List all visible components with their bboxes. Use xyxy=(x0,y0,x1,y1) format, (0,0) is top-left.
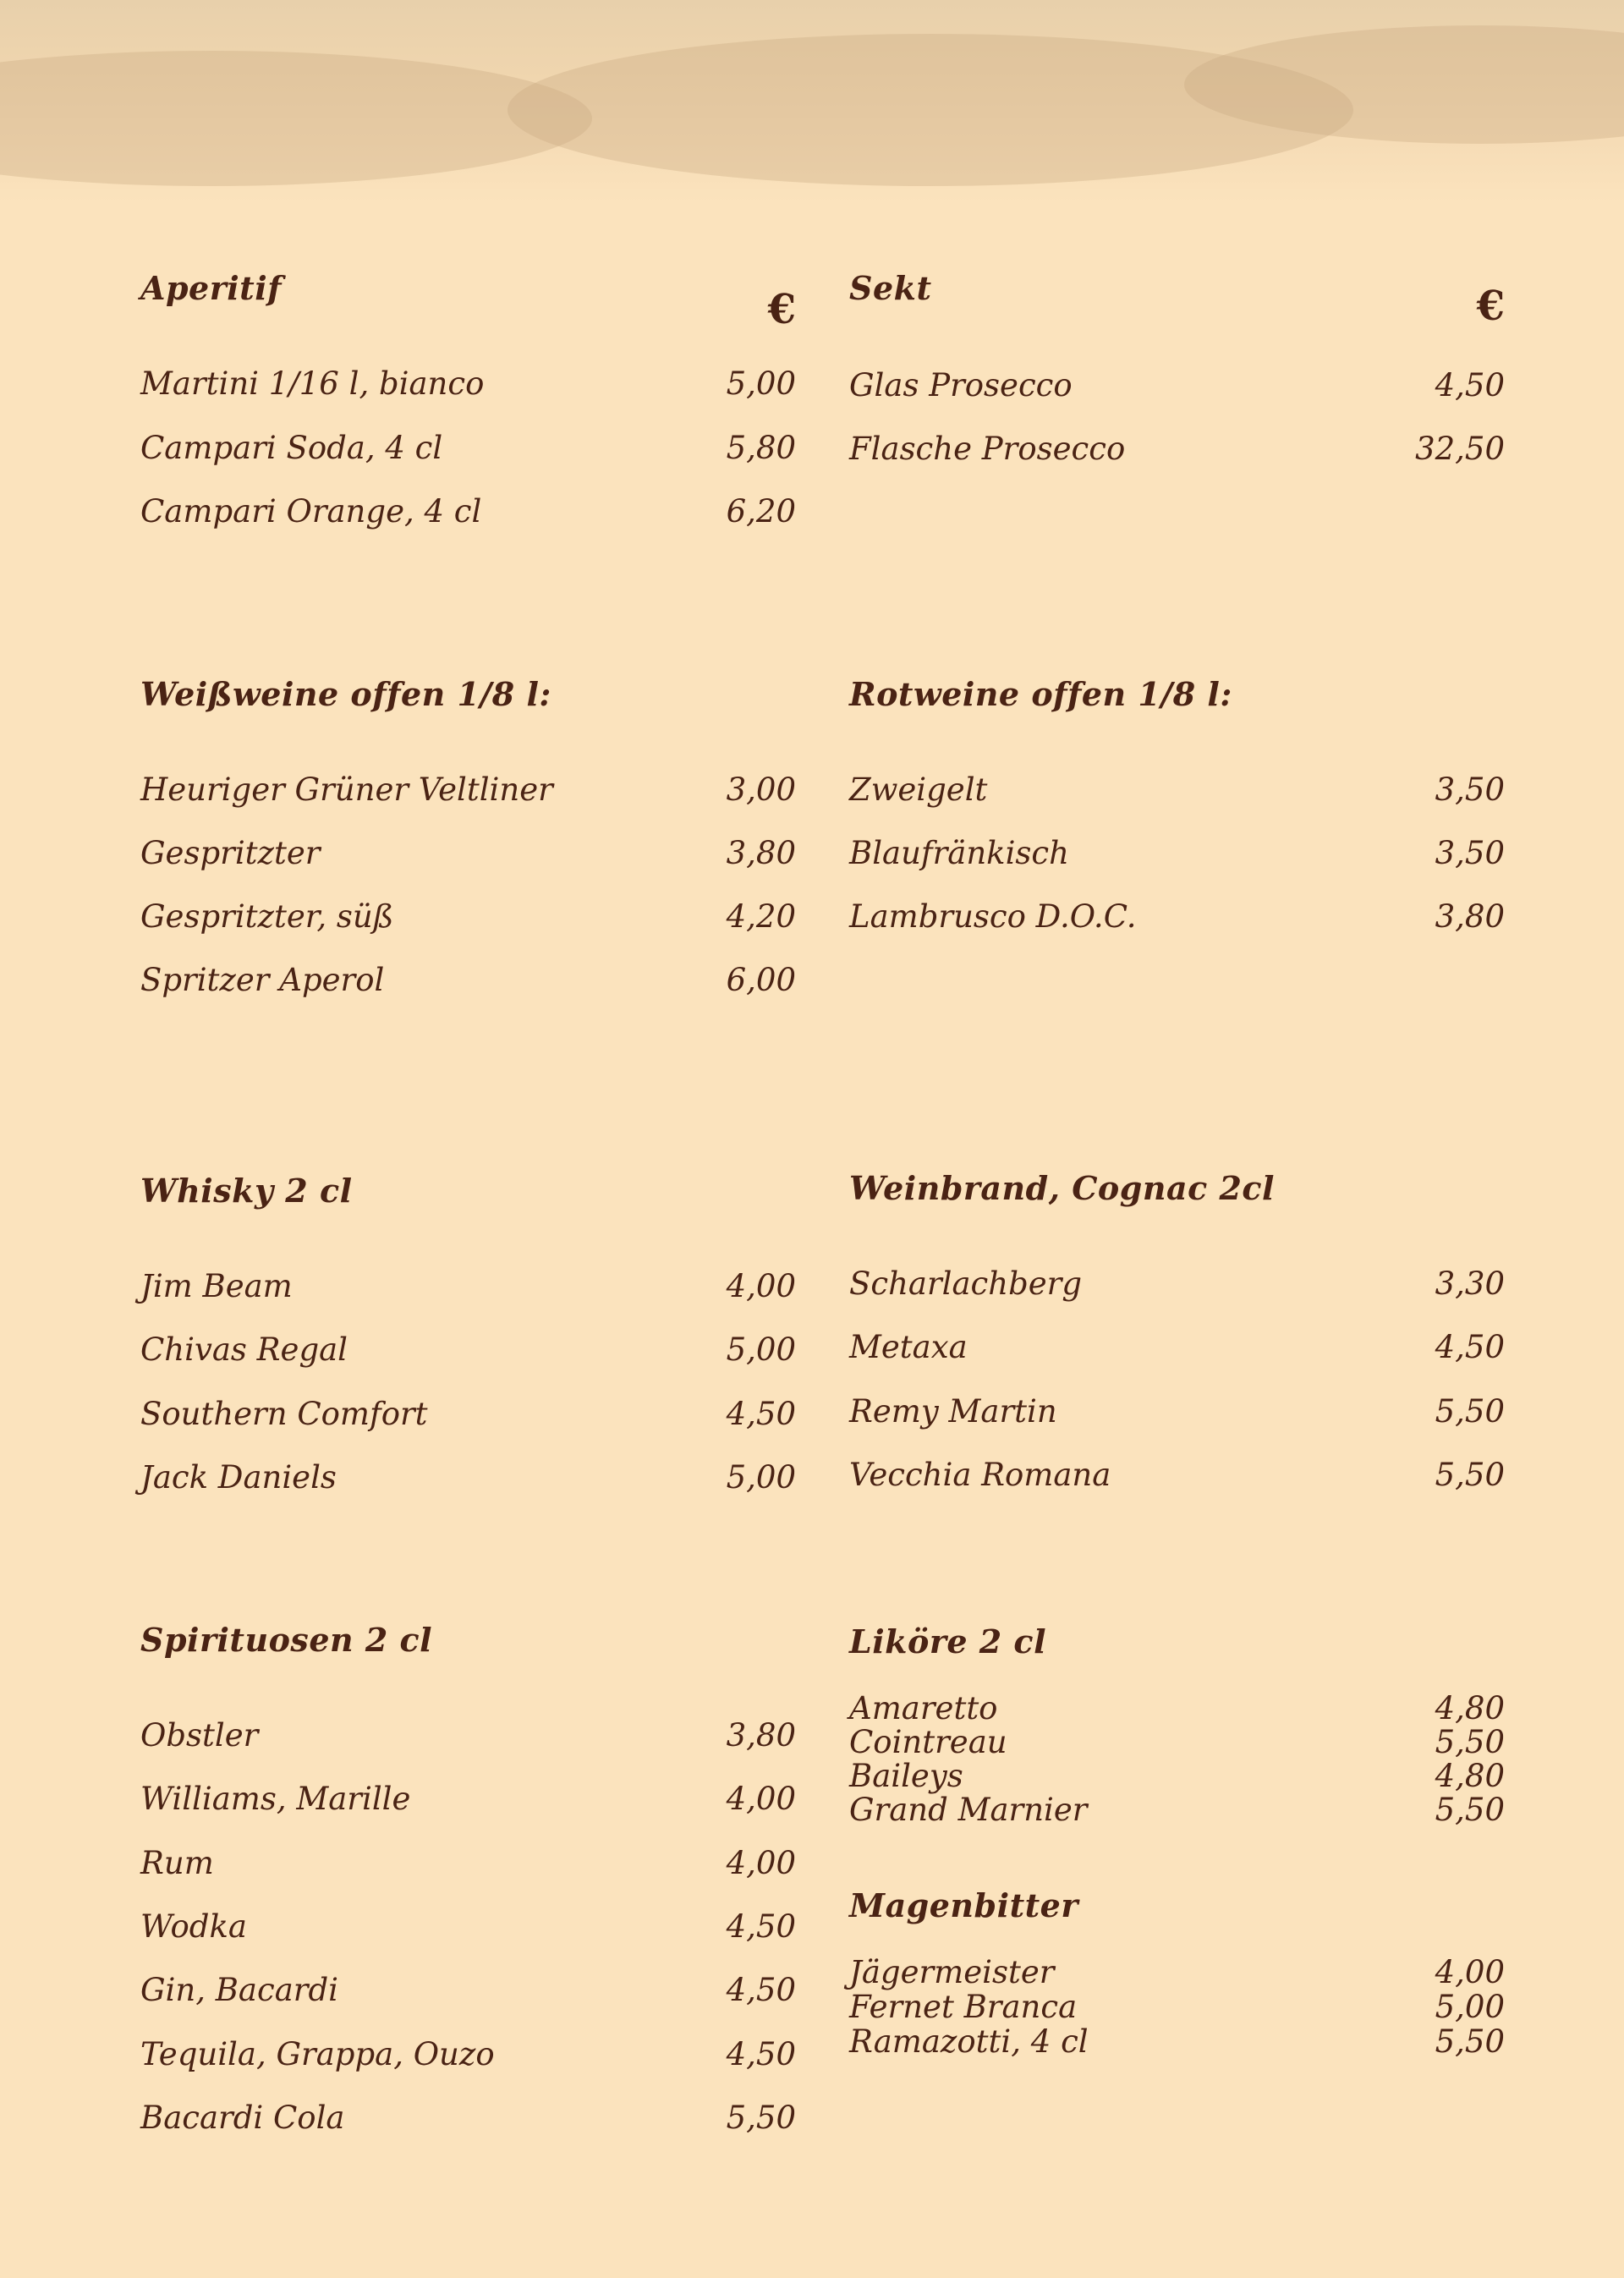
section-title: Magenbitter xyxy=(849,1886,1078,1924)
section-title: Spirituosen 2 cl xyxy=(140,1621,433,1659)
item-price: 3,50 xyxy=(1435,771,1505,808)
menu-item xyxy=(849,1457,1505,1499)
item-price: 5,50 xyxy=(1435,1724,1505,1760)
section-title: Sekt xyxy=(849,269,932,307)
item-name: Glas Prosecco xyxy=(849,367,1073,403)
item-name: Lambrusco D.O.C. xyxy=(849,898,1137,935)
item-price: 3,30 xyxy=(1435,1265,1505,1302)
item-price: 5,00 xyxy=(726,1459,796,1496)
menu-item xyxy=(140,1845,796,1887)
menu-item xyxy=(140,898,796,941)
item-price: 5,50 xyxy=(1435,2023,1505,2060)
item-name: Grand Marnier xyxy=(849,1792,1088,1828)
item-name: Bacardi Cola xyxy=(140,2100,345,2136)
item-name: Metaxa xyxy=(849,1329,968,1365)
section-title: Weißweine offen 1/8 l: xyxy=(140,675,551,713)
menu-item xyxy=(140,1781,796,1823)
menu-item xyxy=(849,1792,1505,1834)
section-title: Liköre 2 cl xyxy=(849,1622,1046,1660)
item-price: 32,50 xyxy=(1415,431,1505,467)
item-name: Fernet Branca xyxy=(849,1989,1078,2025)
item-price: 3,80 xyxy=(726,1717,796,1754)
menu-item xyxy=(849,835,1505,877)
section-title: Rotweine offen 1/8 l: xyxy=(849,675,1232,713)
menu-item xyxy=(849,771,1505,814)
menu-item xyxy=(140,1331,796,1374)
item-name: Ramazotti, 4 cl xyxy=(849,2023,1089,2060)
item-name: Wodka xyxy=(140,1908,247,1945)
menu-item xyxy=(140,430,796,472)
item-name: Campari Orange, 4 cl xyxy=(140,493,482,530)
menu-item xyxy=(140,1972,796,2014)
item-price: 4,00 xyxy=(726,1845,796,1881)
item-price: 6,20 xyxy=(726,493,796,530)
euro-symbol: € xyxy=(1476,283,1505,330)
item-name: Obstler xyxy=(140,1717,259,1754)
item-name: Zweigelt xyxy=(849,771,988,808)
item-price: 4,50 xyxy=(726,2036,796,2072)
menu-item xyxy=(140,1459,796,1501)
section-title: Aperitif xyxy=(140,269,283,307)
item-price: 4,50 xyxy=(726,1396,796,1432)
item-price: 5,50 xyxy=(1435,1792,1505,1828)
menu-item xyxy=(140,1908,796,1951)
item-name: Heuriger Grüner Veltliner xyxy=(140,771,553,808)
item-name: Gespritzter, süß xyxy=(140,898,394,935)
item-name: Gespritzter xyxy=(140,835,321,871)
item-name: Gin, Bacardi xyxy=(140,1972,338,2008)
item-price: 4,50 xyxy=(1435,367,1505,403)
item-name: Blaufränkisch xyxy=(849,835,1069,871)
menu-item xyxy=(849,898,1505,941)
item-name: Remy Martin xyxy=(849,1393,1057,1430)
menu-item xyxy=(849,2023,1505,2066)
item-name: Campari Soda, 4 cl xyxy=(140,430,443,466)
item-price: 4,50 xyxy=(726,1972,796,2008)
menu-item xyxy=(140,2100,796,2142)
item-name: Jägermeister xyxy=(849,1954,1055,1990)
hill-shape xyxy=(0,51,592,186)
item-price: 5,50 xyxy=(726,2100,796,2136)
item-name: Tequila, Grappa, Ouzo xyxy=(140,2036,495,2072)
item-price: 5,00 xyxy=(726,365,796,402)
item-name: Spritzer Aperol xyxy=(140,962,385,998)
menu-item xyxy=(849,431,1505,473)
menu-item xyxy=(140,771,796,814)
menu-item xyxy=(140,1396,796,1438)
item-price: 4,00 xyxy=(1435,1954,1505,1990)
item-price: 3,50 xyxy=(1435,835,1505,871)
menu-item xyxy=(849,1393,1505,1435)
menu-item xyxy=(849,1265,1505,1308)
item-name: Scharlachberg xyxy=(849,1265,1083,1302)
item-price: 3,80 xyxy=(1435,898,1505,935)
item-name: Jim Beam xyxy=(140,1268,293,1304)
menu-item xyxy=(140,835,796,877)
item-price: 3,80 xyxy=(726,835,796,871)
item-price: 4,80 xyxy=(1435,1758,1505,1794)
item-name: Williams, Marille xyxy=(140,1781,411,1817)
item-price: 4,50 xyxy=(726,1908,796,1945)
section-title: Whisky 2 cl xyxy=(140,1172,353,1210)
menu-item xyxy=(849,367,1505,409)
item-price: 4,00 xyxy=(726,1781,796,1817)
item-name: Vecchia Romana xyxy=(849,1457,1111,1493)
item-price: 6,00 xyxy=(726,962,796,998)
item-name: Chivas Regal xyxy=(140,1331,348,1368)
item-name: Southern Comfort xyxy=(140,1396,428,1432)
item-name: Rum xyxy=(140,1845,214,1881)
menu-item xyxy=(140,962,796,1004)
item-name: Cointreau xyxy=(849,1724,1007,1760)
item-name: Jack Daniels xyxy=(140,1459,337,1496)
item-price: 4,00 xyxy=(726,1268,796,1304)
item-price: 5,80 xyxy=(726,430,796,466)
item-price: 3,00 xyxy=(726,771,796,808)
section-title: Weinbrand, Cognac 2cl xyxy=(849,1169,1275,1207)
item-price: 5,00 xyxy=(726,1331,796,1368)
menu-item xyxy=(140,1717,796,1759)
euro-symbol: € xyxy=(767,286,796,333)
item-name: Amaretto xyxy=(849,1690,998,1726)
item-name: Martini 1/16 l, bianco xyxy=(140,365,485,402)
item-price: 5,50 xyxy=(1435,1457,1505,1493)
background-landscape xyxy=(0,0,1624,203)
item-price: 4,20 xyxy=(726,898,796,935)
menu-item xyxy=(140,2036,796,2078)
item-name: Flasche Prosecco xyxy=(849,431,1126,467)
menu-item xyxy=(140,1268,796,1310)
item-name: Baileys xyxy=(849,1758,963,1794)
menu-item xyxy=(849,1329,1505,1371)
menu-item xyxy=(140,365,796,408)
item-price: 4,80 xyxy=(1435,1690,1505,1726)
item-price: 5,50 xyxy=(1435,1393,1505,1430)
menu-item xyxy=(140,493,796,535)
item-price: 4,50 xyxy=(1435,1329,1505,1365)
item-price: 5,00 xyxy=(1435,1989,1505,2025)
